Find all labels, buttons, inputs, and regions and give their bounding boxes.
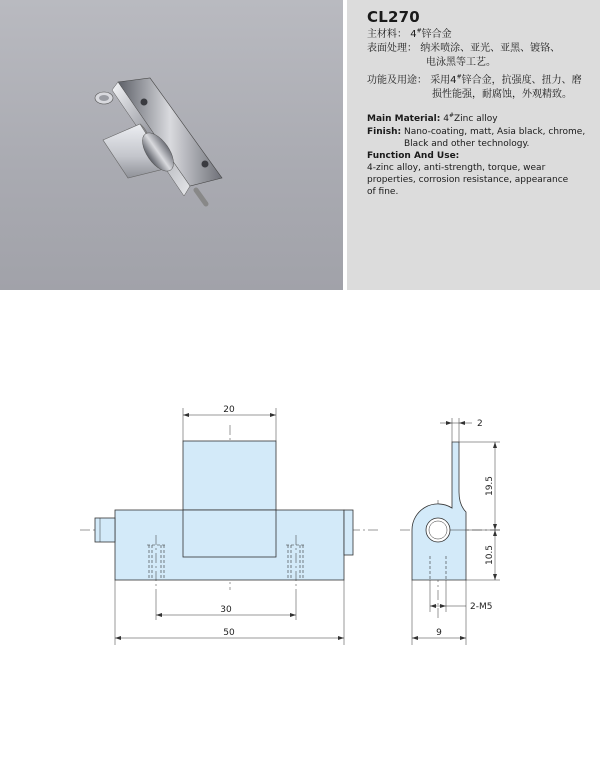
en-material-value: Zinc alloy xyxy=(454,114,498,124)
left-pin xyxy=(95,518,115,542)
cn-material-line: 主材料： 4#锌合金 xyxy=(367,27,452,40)
cn-function-line: 功能及用途： 采用4#锌合金，抗强度、扭力、磨 xyxy=(367,73,582,86)
right-pin-cap xyxy=(344,510,353,555)
en-finish-line2: Black and other technology. xyxy=(404,139,530,149)
label-thickness: 2 xyxy=(477,419,483,429)
label-side-width: 9 xyxy=(436,628,442,638)
en-function-line3: of fine. xyxy=(367,187,399,197)
en-material-line: Main Material: 4#Zinc alloy xyxy=(367,112,498,124)
cn-finish-value: 纳米喷涂、亚光、亚黑、镀铬、 xyxy=(420,43,561,54)
cn-function-line2: 损性能强，耐腐蚀，外观精致。 xyxy=(432,89,572,100)
en-function-line2: properties, corrosion resistance, appearance xyxy=(367,175,569,185)
cn-function-label: 功能及用途： xyxy=(367,75,427,86)
cn-finish-line2: 电泳黑等工艺。 xyxy=(426,57,496,68)
label-thread: 2-M5 xyxy=(470,602,493,612)
cn-finish-label: 表面处理： xyxy=(367,43,417,54)
label-overall-length: 50 xyxy=(223,628,235,638)
side-profile xyxy=(412,442,466,580)
en-finish-label: Finish: xyxy=(367,127,402,137)
en-function-line1: 4-zinc alloy, anti-strength, torque, wear xyxy=(367,163,546,173)
label-lower-height: 10.5 xyxy=(485,544,495,566)
pin-hole xyxy=(426,518,450,542)
en-finish-value: Nano-coating, matt, Asia black, chrome, xyxy=(403,127,586,137)
model-number: CL270 xyxy=(367,8,420,26)
label-top-width: 20 xyxy=(223,405,235,415)
cn-material-value: 锌合金 xyxy=(421,29,452,40)
en-material-label: Main Material: xyxy=(367,114,441,124)
label-upper-height: 19.5 xyxy=(485,475,495,497)
cn-material-label: 主材料： xyxy=(367,29,407,40)
en-function-label: Function And Use: xyxy=(367,151,460,161)
label-hole-spacing: 30 xyxy=(220,605,232,615)
